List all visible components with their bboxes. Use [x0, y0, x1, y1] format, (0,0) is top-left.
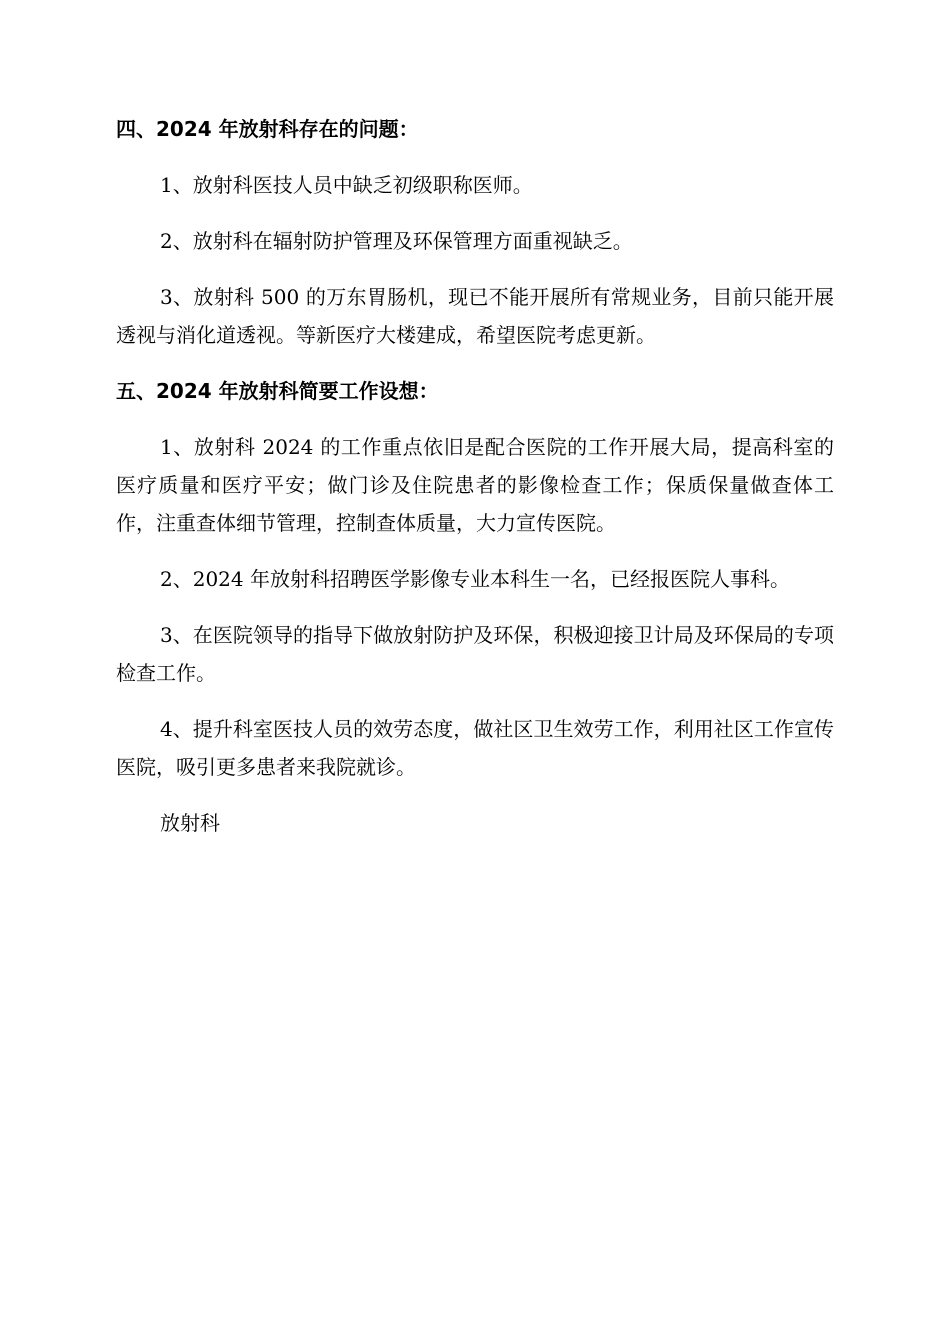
signature: 放射科: [160, 811, 220, 835]
paragraph: 2、放射科在辐射防护管理及环保管理方面重视缺乏。: [160, 229, 633, 253]
document-body: [116, 110, 834, 842]
paragraph: 1、放射科医技人员中缺乏初级职称医师。: [160, 173, 533, 197]
section-heading-problems: 四、2024 年放射科存在的问题：: [116, 117, 419, 141]
paragraph: 3、在医院领导的指导下做放射防护及环保，积极迎接卫计局及环保局的专项检查工作。: [116, 623, 834, 685]
paragraph: 2、2024 年放射科招聘医学影像专业本科生一名，已经报医院人事科。: [160, 567, 790, 591]
section-heading-plans: 五、2024 年放射科简要工作设想：: [116, 379, 439, 403]
paragraph: 1、放射科 2024 的工作重点依旧是配合医院的工作开展大局，提高科室的医疗质量和医疗平安；做门诊及住院患者的影像检查工作；保质保量做查体工作，注重查体细节管理，控制查体质量，大力宣传医院。: [116, 435, 834, 535]
paragraph: 3、放射科 500 的万东胃肠机，现已不能开展所有常规业务，目前只能开展透视与消化道透视。等新医疗大楼建成，希望医院考虑更新。: [116, 285, 834, 347]
paragraph: 4、提升科室医技人员的效劳态度，做社区卫生效劳工作，利用社区工作宣传医院，吸引更多患者来我院就诊。: [116, 717, 834, 779]
